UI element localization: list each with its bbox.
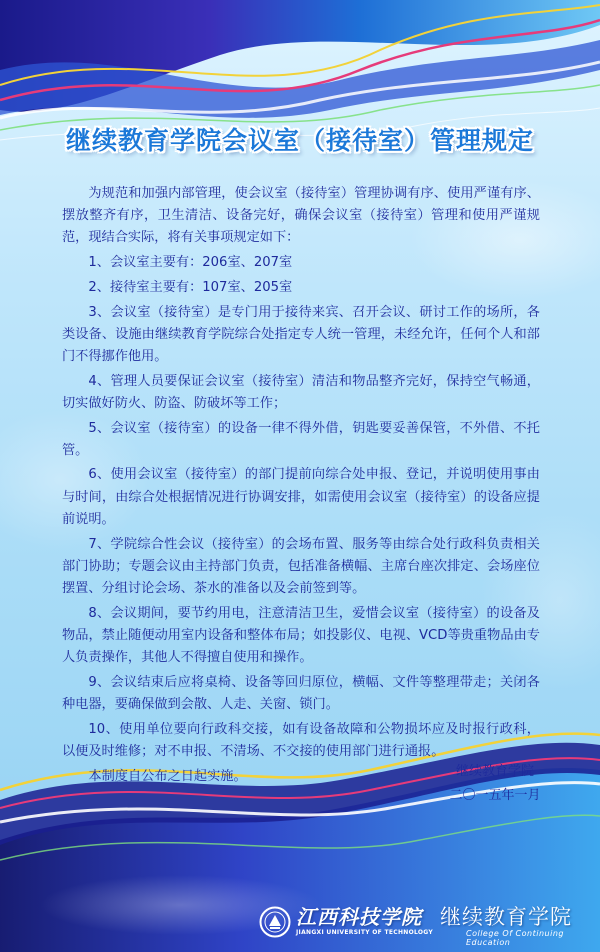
page-title: 继续教育学院会议室（接待室）管理规定 bbox=[65, 126, 534, 155]
regulation-body bbox=[62, 183, 540, 790]
rule-item: 1、会议室主要有：206室、207室 bbox=[88, 255, 293, 271]
school-name-cn: 江西科技学院 bbox=[296, 905, 422, 929]
signature-date: 二〇一五年一月 bbox=[449, 788, 541, 803]
effective-date-note: 本制度自公布之日起实施。 bbox=[88, 768, 247, 784]
rule-item: 2、接待室主要有：107室、205室 bbox=[88, 279, 293, 295]
intro-paragraph: 为规范和加强内部管理，使会议室（接待室）管理协调有序、使用严谨有序、摆放整齐有序，卫生清洁、设备完好，确保会议室（接待室）管理和使用严谨规范，现结合实际，将有关事项规定如下： bbox=[62, 186, 540, 246]
rule-item: 9、会议结束后应将桌椅、设备等回归原位，横幅、文件等整理带走；关闭各种电器，要确保做到会散、人走、关窗、锁门。 bbox=[62, 674, 540, 712]
rule-item: 4、管理人员要保证会议室（接待室）清洁和物品整齐完好，保持空气畅通，切实做好防火、防盗、防破坏等工作； bbox=[62, 373, 540, 411]
rule-item: 7、学院综合性会议（接待室）的会场布置、服务等由综合处行政科负责相关部门协助；专题会议由主持部门负责，包括准备横幅、主席台座次排定、会场座位摆置、分组讨论会场、茶水的准备以及会前签到等。 bbox=[62, 536, 540, 596]
college-name-cn: 继续教育学院 bbox=[440, 905, 572, 929]
school-name-en: JIANGXI UNIVERSITY OF TECHNOLOGY bbox=[296, 929, 434, 936]
signature-org: 继续教育学院 bbox=[455, 764, 534, 779]
college-name-en: College Of Continuing Education bbox=[466, 929, 564, 947]
rule-item: 3、会议室（接待室）是专门用于接待来宾、召开会议、研讨工作的场所，各类设备、设施由继续教育学院综合处指定专人统一管理，未经允许，任何个人和部门不得挪作他用。 bbox=[62, 304, 540, 364]
rule-item: 5、会议室（接待室）的设备一律不得外借，钥匙要妥善保管，不外借、不托管。 bbox=[62, 420, 540, 458]
rule-item: 6、使用会议室（接待室）的部门提前向综合处申报、登记，并说明使用事由与时间，由综合处根据情况进行协调安排，如需使用会议室（接待室）的设备应提前说明。 bbox=[62, 467, 540, 527]
rule-item: 10、使用单位要向行政科交接，如有设备故障和公物损坏应及时报行政科，以便及时维修；对不申报、不清场、不交接的使用部门进行通报。 bbox=[62, 721, 540, 759]
rule-item: 8、会议期间，要节约用电，注意清洁卫生，爱惜会议室（接待室）的设备及物品，禁止随便动用室内设备和整体布局；如投影仪、电视、VCD等贵重物品由专人负责操作，其他人不得擅自使用和操作。 bbox=[62, 605, 540, 666]
university-seal-icon bbox=[259, 906, 291, 938]
